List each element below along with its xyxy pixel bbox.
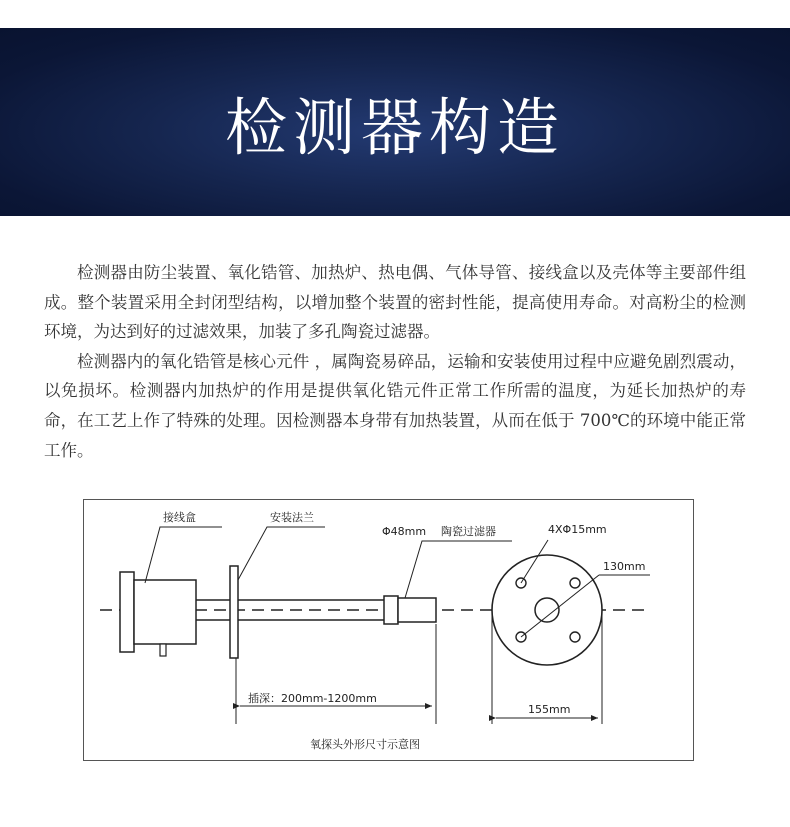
page-title: 检测器构造 [224,90,565,164]
bolt-hole-top-right [570,578,580,588]
paragraph-composition: 检测器由防尘装置、氧化锆管、加热炉、热电偶、气体导管、接线盒以及壳体等主要部件组成。整个装置采用全封闭型结构，以增加整个装置的密封性能，提高使用寿命。对高粉尘的检测环境，为达到好的过滤效果，加装了多孔陶瓷过滤器。 [44,263,746,342]
label-insertion-depth: 插深：200mm-1200mm [248,692,377,705]
label-ceramic-filter: 陶瓷过滤器 [441,525,496,538]
paragraph-zirconia-tube: 检测器内的氧化锆管是核心元件 ，属陶瓷易碎品，运输和安装使用过程中应避免剧烈震动，以免损坏。检测器内加热炉的作用是提供氧化锆元件正常工作所需的温度，为延长加热炉的寿命，在工艺上作了特殊的处理。因检测器本身带有加热装置，从而在低于 700℃的环境中能正常工作。 [44,351,746,460]
mounting-flange [230,566,238,658]
label-bolt-holes: 4XΦ15mm [548,523,607,536]
label-pcd: 130mm [603,560,646,573]
label-flange: 安装法兰 [270,511,314,524]
bolt-hole-bottom-right [570,632,580,642]
label-filter-diameter: Φ48mm [382,525,427,538]
junction-box-cap [120,572,134,652]
junction-box [134,580,196,644]
ceramic-filter-collar [384,596,398,624]
leader-junction-box [145,527,222,583]
ceramic-filter [398,598,436,622]
cable-gland [160,644,166,656]
leader-flange [238,527,325,580]
label-flange-diameter: 155mm [528,703,571,716]
diagram-caption: 氧探头外形尺寸示意图 [310,738,420,751]
label-junction-box: 接线盒 [163,511,196,524]
